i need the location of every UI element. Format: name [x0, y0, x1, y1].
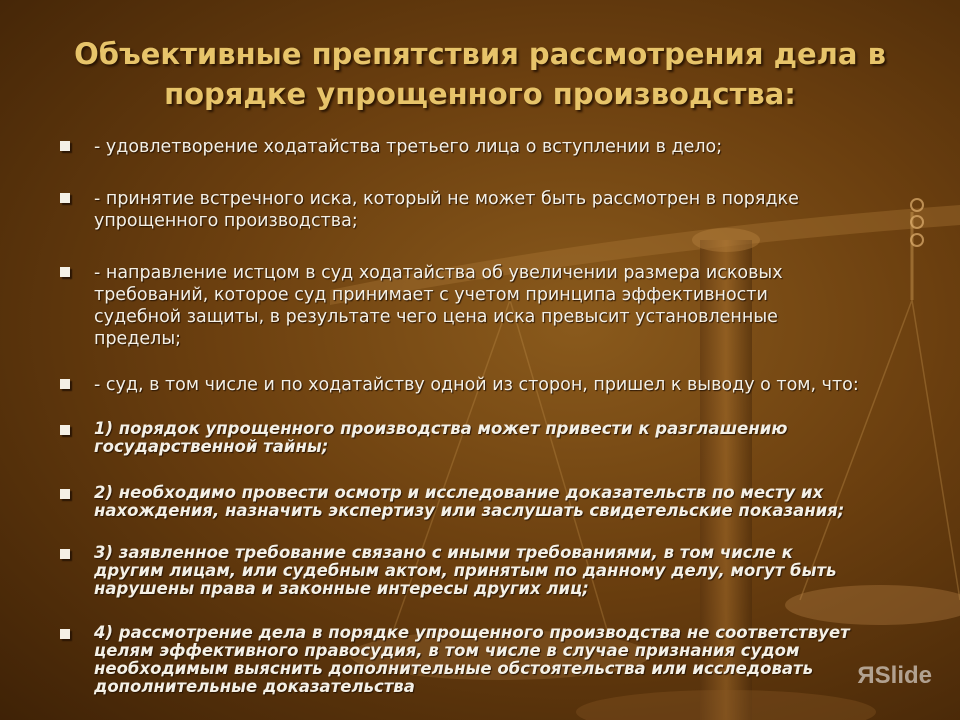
- list-item: 4) рассмотрение дела в порядке упрощенного производства не соответствует целям эффективного правосудия, в том числе в случае признания судом необходимым выяснить дополнительные обстоятельства или исследовать дополнительные доказательства: [60, 624, 860, 696]
- bullet-square-icon: [60, 379, 70, 389]
- bullet-square-icon: [60, 267, 70, 277]
- bullet-square-icon: [60, 425, 70, 435]
- bullet-square-icon: [60, 629, 70, 639]
- watermark-logo: ЯSlide: [857, 662, 932, 689]
- bullet-square-icon: [60, 193, 70, 203]
- slide-title: Объективные препятствия рассмотрения дела в порядке упрощенного производства:: [74, 37, 886, 111]
- list-item: 1) порядок упрощенного производства может привести к разглашению государственной тайны;: [60, 420, 860, 456]
- list-item: - суд, в том числе и по ходатайству одной из сторон, пришел к выводу о том, что:: [60, 374, 860, 396]
- list-item: - принятие встречного иска, который не может быть рассмотрен в порядке упрощенного производства;: [60, 188, 860, 232]
- list-item: 2) необходимо провести осмотр и исследование доказательств по месту их нахождения, назначить экспертизу или заслушать свидетельские показания;: [60, 484, 860, 520]
- list-item: 3) заявленное требование связано с иными требованиями, в том числе к другим лицам, или судебным актом, принятым по данному делу, могут быть нарушены права и законные интересы других лиц;: [60, 544, 860, 598]
- bullet-square-icon: [60, 141, 70, 151]
- bullet-square-icon: [60, 489, 70, 499]
- list-item: - удовлетворение ходатайства третьего лица о вступлении в дело;: [60, 136, 860, 158]
- list-item: - направление истцом в суд ходатайства об увеличении размера исковых требований, которое суд принимает с учетом принципа эффективности судебной защиты, в результате чего цена иска превысит установленные пределы;: [60, 262, 860, 350]
- bullet-square-icon: [60, 549, 70, 559]
